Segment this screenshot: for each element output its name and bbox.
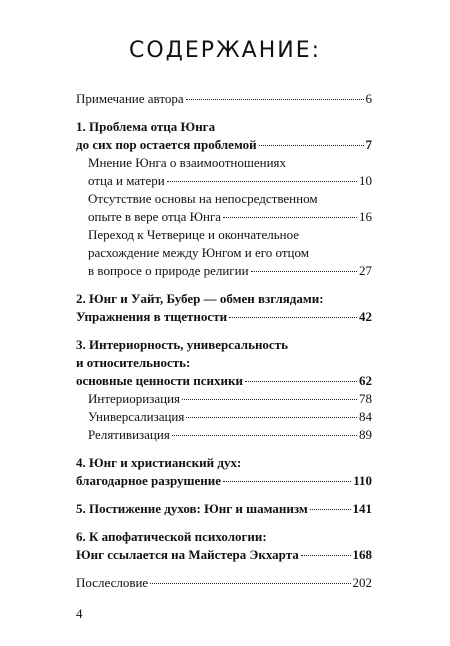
leader-dots: [259, 145, 364, 146]
toc-chapter-5: [76, 500, 372, 518]
toc-chapter-2: [76, 308, 372, 326]
leader-dots: [223, 481, 351, 482]
toc-entry-text: Послесловие: [76, 575, 149, 590]
toc-chapter-4-line-1: 4. Юнг и христианский дух:: [76, 455, 242, 470]
leader-dots: [150, 583, 350, 584]
toc-section-1-2: [76, 208, 372, 226]
leader-dots: [182, 399, 357, 400]
leader-dots: [310, 509, 351, 510]
toc-section-1-1: [76, 172, 372, 190]
toc-entry-text: отца и матери: [88, 173, 165, 188]
leader-dots: [172, 435, 357, 436]
toc-chapter-3-line-2: и относительность:: [76, 355, 191, 370]
toc-page-number: 62: [359, 373, 372, 388]
leader-dots: [223, 217, 357, 218]
page-number: 4: [76, 606, 83, 621]
toc-page-number: 78: [359, 391, 372, 406]
leader-dots: [186, 99, 364, 100]
toc-page-number: 6: [365, 91, 372, 106]
toc-section-1-3-line-1: Переход к Четверице и окончательное: [88, 227, 300, 242]
toc-entry-text: основные ценности психики: [76, 373, 243, 388]
toc-entry-text: Упражнения в тщетности: [76, 309, 228, 324]
toc-chapter-2-line-1: 2. Юнг и Уайт, Бубер — обмен взглядами:: [76, 291, 324, 306]
toc-section-1-3: [76, 262, 372, 280]
toc-chapter-3: [76, 372, 372, 390]
toc-page-number: 110: [353, 473, 372, 488]
toc-section-3-1: [76, 390, 372, 408]
toc-chapter-1-line-1: 1. Проблема отца Юнга: [76, 119, 216, 134]
toc-entry-text: Универсализация: [88, 409, 185, 424]
leader-dots: [251, 271, 357, 272]
toc-chapter-6: [76, 546, 372, 564]
toc-section-1-2-line-1: Отсутствие основы на непосредственном: [88, 191, 318, 206]
toc-section-3-3: [76, 426, 372, 444]
leader-dots: [301, 555, 351, 556]
toc-entry-afterword: [76, 574, 372, 592]
leader-dots: [245, 381, 357, 382]
leader-dots: [167, 181, 357, 182]
toc-chapter-4: [76, 472, 372, 490]
toc-entry-text: благодарное разрушение: [76, 473, 221, 488]
toc-page-number: 141: [352, 501, 372, 516]
toc-page-number: 7: [365, 137, 372, 152]
toc-page-number: 168: [352, 547, 372, 562]
toc-section-1-1-line-1: Мнение Юнга о взаимоотношениях: [88, 155, 287, 170]
toc-entry-text: до сих пор остается проблемой: [76, 137, 257, 152]
toc-entry-text: Интериоризация: [88, 391, 181, 406]
toc-entry-text: в вопросе о природе религии: [88, 263, 249, 278]
toc-chapter-3-line-1: 3. Интериорность, универсальность: [76, 337, 288, 352]
toc-entry-text: Примечание автора: [76, 91, 184, 106]
toc-page-number: 10: [359, 173, 372, 188]
toc-page-number: 16: [359, 209, 372, 224]
table-of-contents: [76, 90, 372, 592]
toc-entry-text: 5. Постижение духов: Юнг и шаманизм: [76, 501, 308, 516]
toc-page-number: 89: [359, 427, 372, 442]
toc-page-number: 27: [359, 263, 372, 278]
toc-title: СОДЕРЖАНИЕ:: [128, 38, 322, 63]
toc-page-number: 42: [359, 309, 372, 324]
toc-page-number: 84: [359, 409, 372, 424]
toc-chapter-6-line-1: 6. К апофатической психологии:: [76, 529, 267, 544]
toc-section-1-3-line-2: расхождение между Юнгом и его отцом: [88, 245, 309, 260]
toc-page-number: 202: [352, 575, 372, 590]
toc-entry-text: опыте в вере отца Юнга: [88, 209, 222, 224]
leader-dots: [229, 317, 357, 318]
toc-chapter-1: [76, 136, 372, 154]
leader-dots: [186, 417, 357, 418]
toc-section-3-2: [76, 408, 372, 426]
toc-entry-text: Релятивизация: [88, 427, 170, 442]
toc-entry-author-note: [76, 90, 372, 108]
toc-entry-text: Юнг ссылается на Майстера Экхарта: [76, 547, 299, 562]
